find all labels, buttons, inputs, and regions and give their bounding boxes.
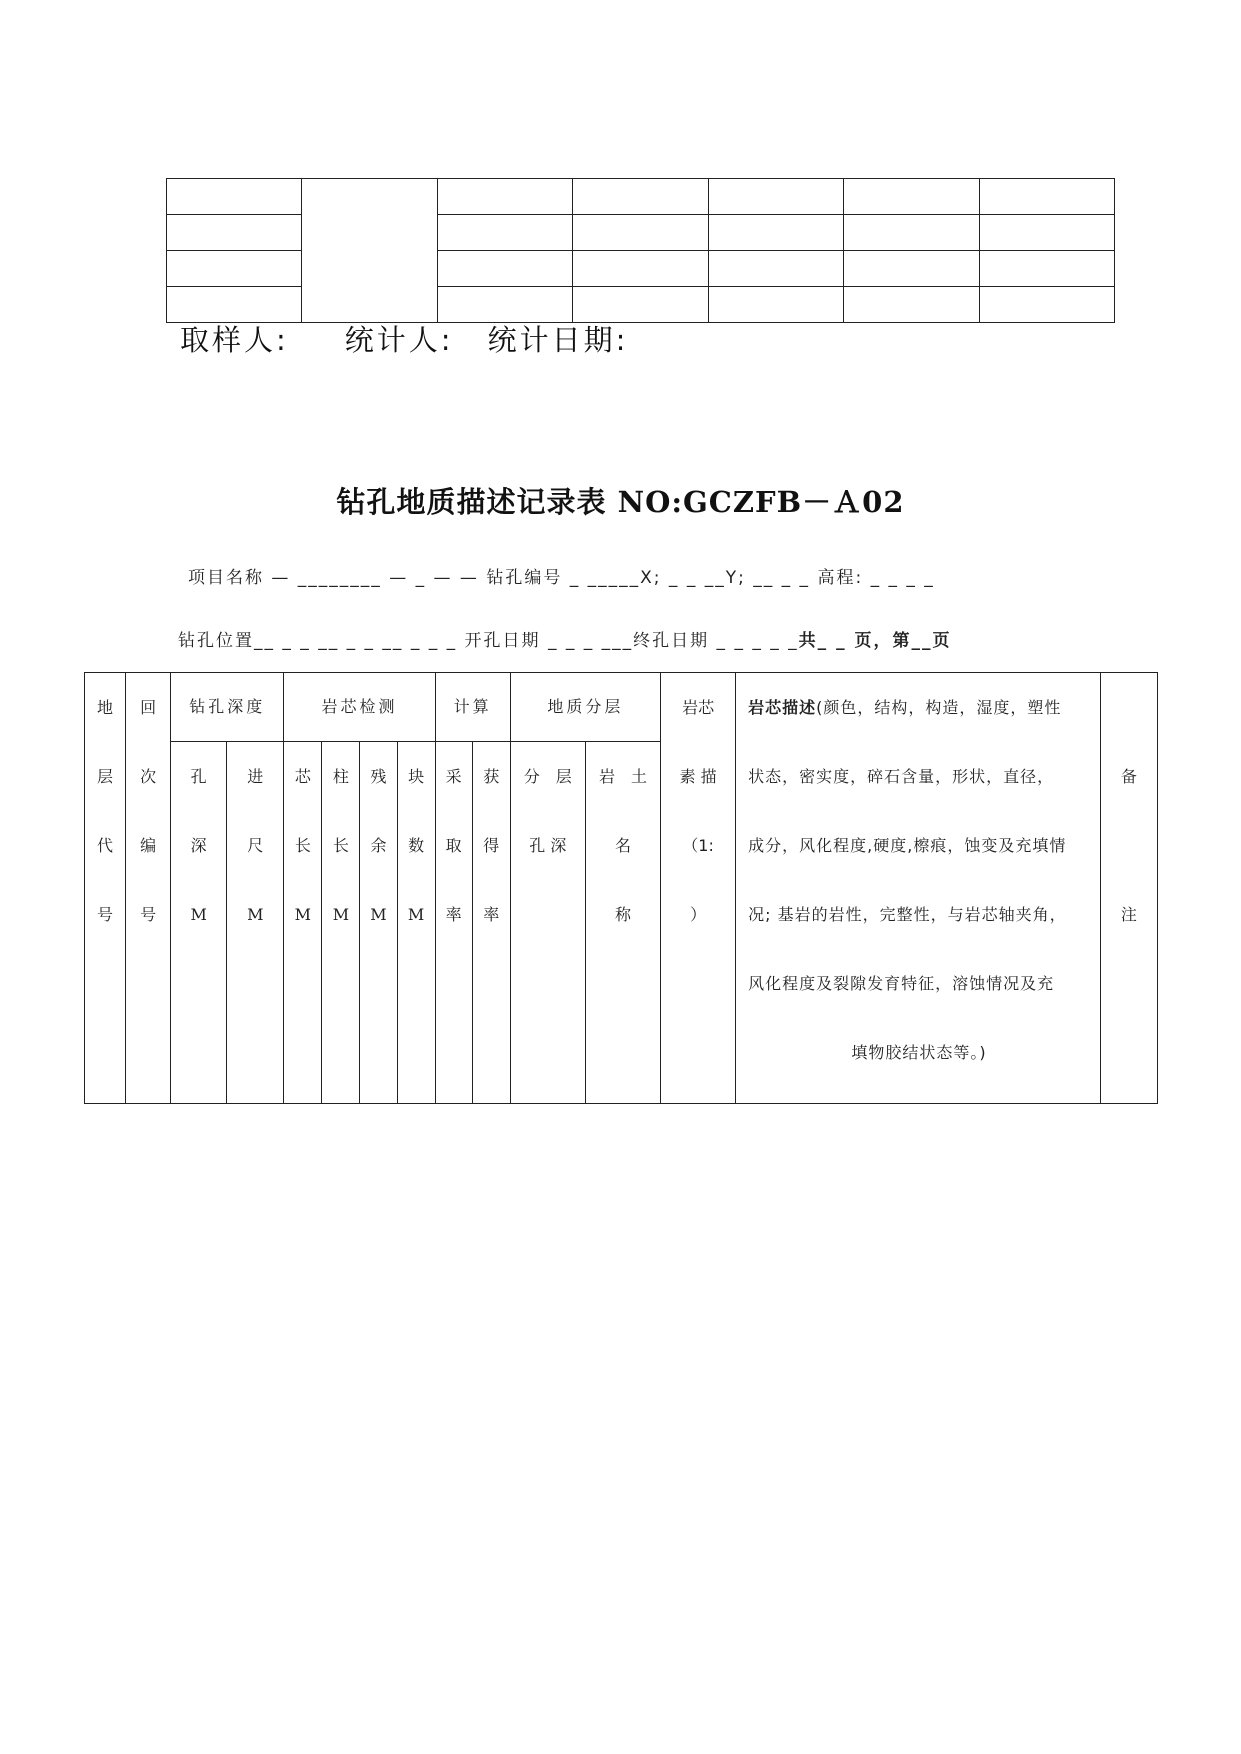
header-char: 代 — [97, 836, 114, 855]
header-yield-rate — [472, 742, 510, 1104]
header-hole-depth — [171, 742, 227, 1104]
header-char: 采 — [445, 767, 462, 787]
top-blank-table — [166, 178, 1115, 323]
header-char: 孔 — [190, 767, 207, 787]
header-text: 素 描 — [679, 767, 717, 786]
location-dates-text: 钻孔位置__ _ _ __ _ _ __ _ _ _ 开孔日期 _ _ _ ___终孔日期 _ _ _ _ _ — [178, 631, 799, 651]
location-info-line — [178, 626, 952, 651]
table-cell[interactable] — [438, 215, 573, 251]
header-char: 获 — [483, 767, 500, 787]
header-text: 孔 深 — [529, 836, 567, 856]
table-cell[interactable] — [709, 215, 844, 251]
header-char: 号 — [97, 905, 114, 924]
header-residual — [360, 742, 397, 1104]
header-unit: M — [247, 905, 264, 925]
desc-line: 填物胶结状态等。) — [851, 1043, 987, 1062]
header-advance — [227, 742, 284, 1104]
header-unit: M — [190, 905, 207, 925]
table-cell[interactable] — [844, 179, 980, 215]
table-cell[interactable] — [438, 251, 573, 287]
header-char: 层 — [97, 767, 114, 786]
header-text: （1: — [682, 836, 714, 855]
header-char: 余 — [370, 836, 387, 856]
header-core-sketch — [661, 673, 736, 1104]
header-char: 长 — [294, 836, 311, 856]
header-char: 尺 — [247, 836, 264, 856]
page-count-text: 共_ _ 页，第__页 — [798, 631, 952, 651]
table-cell-merged[interactable] — [302, 179, 438, 323]
table-row — [167, 179, 1115, 215]
statistician-label: 统计人: — [344, 323, 454, 357]
header-group-strata: 地质分层 — [510, 673, 660, 742]
header-char: 称 — [614, 905, 631, 925]
header-text: 岩芯 — [682, 698, 715, 717]
header-unit: M — [407, 905, 425, 925]
table-cell[interactable] — [980, 215, 1115, 251]
header-char: 注 — [1120, 905, 1137, 924]
table-cell[interactable] — [573, 179, 709, 215]
header-rock-name — [585, 742, 660, 1104]
header-group-calc: 计算 — [435, 673, 510, 742]
signature-line — [180, 318, 628, 359]
header-layer-code — [85, 673, 126, 1104]
header-char: 块 — [408, 767, 425, 787]
project-info-line: 项目名称 — ________ — _ — — 钻孔编号 _ _____X; _ _ __Y; __ _ _ 高程: _ _ _ _ — [188, 568, 935, 588]
table-cell[interactable] — [167, 251, 302, 287]
table-cell[interactable] — [980, 287, 1115, 323]
stat-date-label: 统计日期: — [487, 323, 629, 357]
header-unit: M — [370, 905, 387, 925]
desc-line: 状态，密实度，碎石含量，形状，直径， — [748, 767, 1055, 786]
header-text: 岩 土 — [598, 767, 647, 787]
header-char: 回 — [140, 698, 157, 717]
table-cell[interactable] — [709, 179, 844, 215]
header-char: 备 — [1120, 767, 1137, 786]
header-char: 柱 — [332, 767, 349, 787]
table-cell[interactable] — [438, 179, 573, 215]
header-char: 进 — [247, 767, 264, 787]
header-char: 数 — [408, 836, 425, 856]
header-char: 编 — [140, 836, 157, 855]
header-char: 深 — [190, 836, 207, 856]
table-cell[interactable] — [844, 251, 980, 287]
header-run-no — [126, 673, 171, 1104]
header-text: 分 层 — [523, 767, 572, 787]
header-recovery-rate — [435, 742, 472, 1104]
sampler-label: 取样人: — [180, 323, 289, 357]
table-cell[interactable] — [844, 215, 980, 251]
table-header-row — [85, 673, 1158, 742]
header-char: 率 — [483, 905, 500, 925]
table-cell[interactable] — [167, 215, 302, 251]
table-cell[interactable] — [844, 287, 980, 323]
drilling-record-table — [84, 672, 1158, 1104]
header-char: 地 — [97, 698, 114, 717]
header-char: 名 — [614, 836, 631, 856]
header-unit: M — [294, 905, 312, 925]
table-cell[interactable] — [980, 251, 1115, 287]
header-core-length — [284, 742, 322, 1104]
table-cell[interactable] — [709, 251, 844, 287]
header-block-count — [397, 742, 435, 1104]
table-cell[interactable] — [573, 215, 709, 251]
header-group-core: 岩芯检测 — [284, 673, 435, 742]
header-char: 次 — [140, 767, 157, 786]
table-cell[interactable] — [709, 287, 844, 323]
header-remarks — [1100, 673, 1157, 1104]
desc-line: 况; 基岩的岩性，完整性，与岩芯轴夹角， — [748, 905, 1067, 924]
desc-line: (颜色，结构，构造，湿度，塑性 — [816, 698, 1062, 717]
table-cell[interactable] — [980, 179, 1115, 215]
header-column-length — [322, 742, 360, 1104]
header-core-description — [736, 673, 1101, 1104]
header-unit: M — [332, 905, 350, 925]
table-cell[interactable] — [573, 251, 709, 287]
table-cell[interactable] — [167, 179, 302, 215]
header-char: 长 — [332, 836, 349, 856]
header-char: 得 — [483, 836, 500, 856]
desc-line: 成分，风化程度,硬度,檫痕，蚀变及充填情 — [748, 836, 1067, 855]
header-char: 号 — [140, 905, 157, 924]
header-char: 残 — [370, 767, 387, 787]
header-char: 率 — [445, 905, 462, 925]
header-text: ） — [690, 905, 707, 924]
header-char: 取 — [445, 836, 462, 856]
header-char: 芯 — [294, 767, 311, 787]
desc-line: 风化程度及裂隙发育特征，溶蚀情况及充 — [748, 974, 1055, 993]
header-layer-depth — [510, 742, 585, 1104]
form-title: 钻孔地质描述记录表 NO:GCZFB－Ａ02 — [336, 485, 905, 519]
header-group-depth: 钻孔深度 — [171, 673, 284, 742]
desc-title: 岩芯描述 — [748, 698, 817, 717]
